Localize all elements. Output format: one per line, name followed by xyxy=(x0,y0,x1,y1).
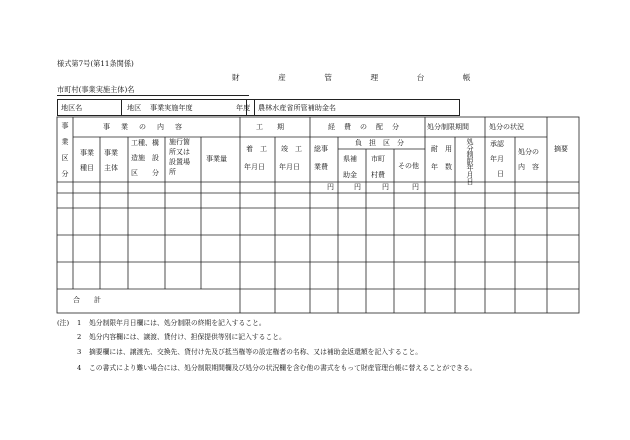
area-type-label: 地区 xyxy=(127,103,142,112)
project-entity-header-line2: 主体 xyxy=(104,164,118,172)
other-cost-header: その他 xyxy=(398,162,419,170)
project-type-header-line1: 事業 xyxy=(80,149,94,157)
approval-date-header-line3: 日 xyxy=(497,170,504,178)
project-category-header: 事 業 区 分 xyxy=(61,122,69,178)
work-type-header-line2: 造施 設 xyxy=(131,154,159,162)
project-content-group-header: 事 業 の 内 容 xyxy=(103,123,184,131)
subsidy-name-label: 農林水産省所管補助金名 xyxy=(258,103,337,112)
total-cost-header-line1: 総事 xyxy=(314,145,328,153)
note-2-number: 2 xyxy=(77,333,82,341)
start-date-header-line2: 年月日 xyxy=(244,163,265,171)
useful-life-header-line1: 耐 用 xyxy=(431,145,452,153)
note-2-text: 処分内容欄には、譲渡、貸付け、担保提供等別に記入すること。 xyxy=(89,333,286,341)
note-1-text: 処分制限年月日欄には、処分制限の終期を記入すること。 xyxy=(89,319,266,327)
cost-allocation-group-header: 経 費 の 配 分 xyxy=(328,123,400,131)
note-3-number: 3 xyxy=(77,348,82,356)
municipality-cost-unit: 円 xyxy=(382,183,389,191)
remarks-header: 摘要 xyxy=(554,145,568,153)
form-number: 様式第7号(第11条関係) xyxy=(57,59,134,68)
project-year-label: 事業実施年度 xyxy=(150,103,193,112)
note-1-number: 1 xyxy=(77,319,82,327)
burden-group-header: 負 担 区 分 xyxy=(355,139,404,147)
note-4-number: 4 xyxy=(77,364,82,372)
approval-date-header-line1: 承認 xyxy=(490,140,504,148)
prefecture-subsidy-header-line2: 助金 xyxy=(343,171,357,179)
start-date-header-line1: 着 工 xyxy=(246,145,267,153)
other-cost-unit: 円 xyxy=(412,183,419,191)
area-name-label: 地区名 xyxy=(61,103,83,112)
useful-life-header-line2: 年 数 xyxy=(431,163,452,171)
project-type-header-line2: 種目 xyxy=(80,164,94,172)
total-row-label: 合 計 xyxy=(73,296,101,304)
location-header-line1: 施行箇 xyxy=(169,138,190,146)
year-suffix-label: 年度 xyxy=(236,103,251,112)
municipality-cost-header-line2: 村費 xyxy=(371,171,385,179)
total-cost-header-line2: 業費 xyxy=(314,163,328,171)
approval-date-header-line2: 年月 xyxy=(490,155,504,163)
prefecture-subsidy-unit: 円 xyxy=(354,183,361,191)
location-header-line3: 設置場 xyxy=(169,158,190,166)
project-volume-header: 事業量 xyxy=(206,155,227,163)
note-4-text: この書式により難い場合には、処分制限期間欄及び処分の状況欄を含む他の書式をもって財産管理台帳に替えることができる。 xyxy=(89,364,477,372)
municipality-cost-header-line1: 市町 xyxy=(371,155,385,163)
project-entity-header-line1: 事業 xyxy=(104,149,118,157)
location-header-line2: 所又は xyxy=(169,148,190,156)
ledger-title: 財 産 管 理 台 帳 xyxy=(232,73,487,82)
disposal-content-header-line2: 内 容 xyxy=(518,163,539,171)
disposal-status-group-header: 処分の状況 xyxy=(489,123,524,131)
total-cost-unit: 円 xyxy=(327,183,334,191)
work-type-header-line1: 工種、構 xyxy=(131,139,159,147)
prefecture-subsidy-header-line1: 県補 xyxy=(343,155,357,163)
completion-date-header-line2: 年月日 xyxy=(279,163,300,171)
work-type-header-line3: 区 分 xyxy=(131,169,159,177)
notes-prefix: (注) xyxy=(57,319,70,327)
location-header-line4: 所 xyxy=(169,168,176,176)
disposal-content-header-line1: 処分の xyxy=(518,148,539,156)
entity-name-label: 市町村(事業実施主体)名 xyxy=(57,85,135,94)
restriction-end-date-header: 処 分 制 限 年 月 日 xyxy=(466,138,474,186)
note-3-text: 摘要欄には、譲渡先、交換先、貸付け先及び抵当権等の設定権者の名称、又は補助金返還額を記入すること。 xyxy=(89,348,423,356)
period-group-header: 工 期 xyxy=(256,123,284,131)
restriction-period-group-header: 処分制限期間 xyxy=(427,123,469,131)
completion-date-header-line1: 竣 工 xyxy=(281,145,302,153)
